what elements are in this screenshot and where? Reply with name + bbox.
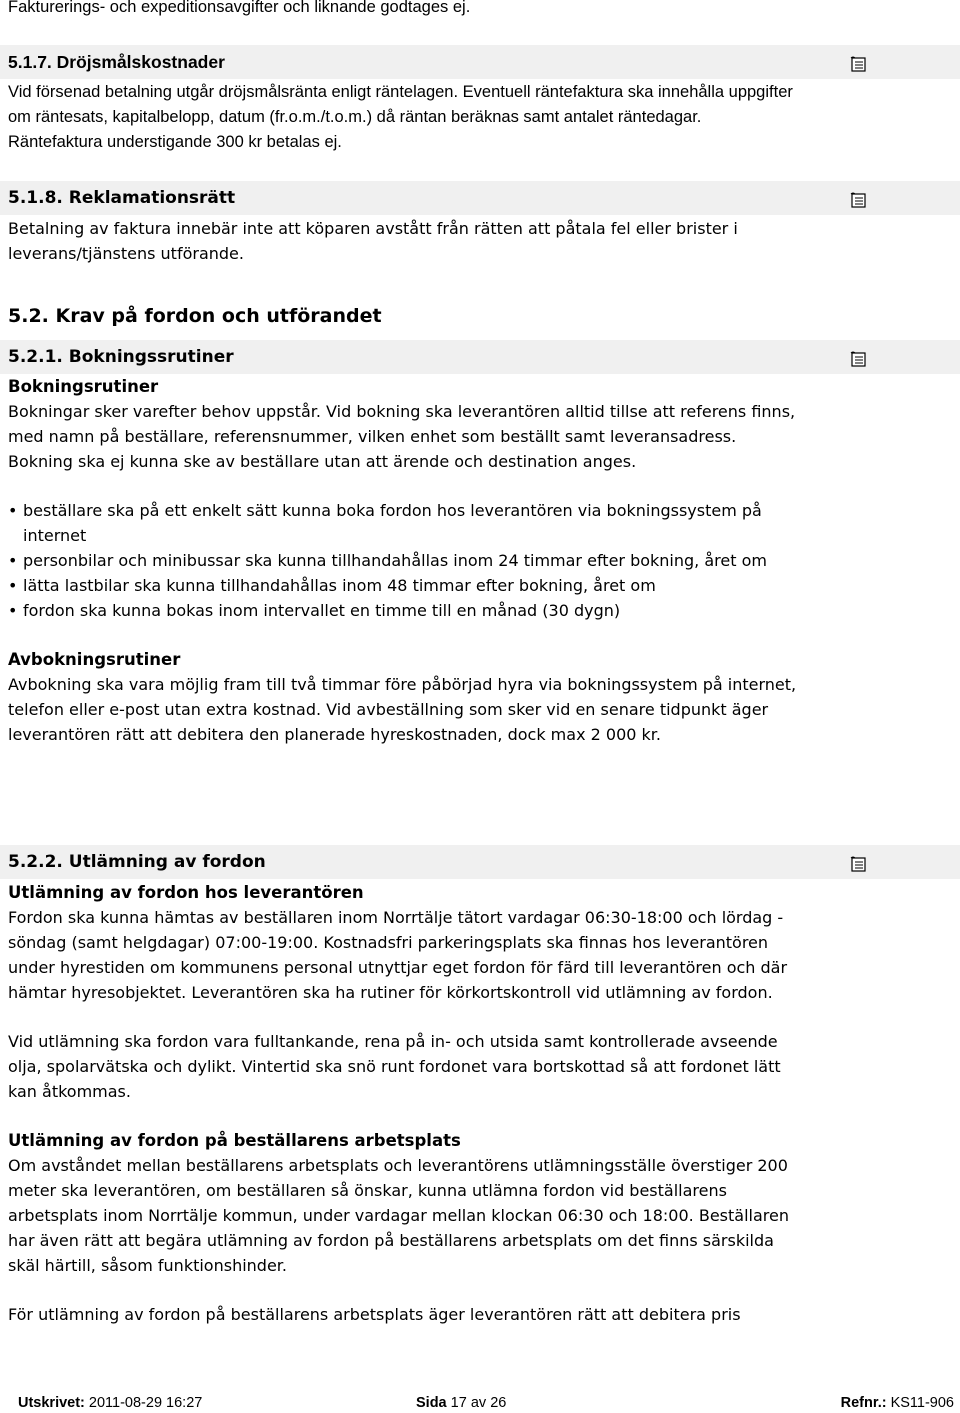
document-scroll-icon[interactable] bbox=[850, 855, 868, 873]
section-header-521 bbox=[0, 340, 960, 374]
document-scroll-icon[interactable] bbox=[850, 55, 868, 73]
section-header-522 bbox=[0, 845, 960, 879]
footer-page-number: Sida 17 av 26 bbox=[416, 1395, 507, 1411]
section-header-517 bbox=[0, 45, 960, 79]
section-body-518: Betalning av faktura innebär inte att köparen avstått från rätten att påtala fel eller brister i leverans/tjänstens utförande. bbox=[8, 219, 738, 263]
section-title-52: 5.2. Krav på fordon och utförandet bbox=[8, 305, 382, 327]
paragraph-avstand: Om avståndet mellan beställarens arbetsplats och leverantörens utlämningsställe överstiger 200 meter ska leverantören, om beställaren så önskar, kunna utlämna fordon vid beställarens arbetsplats inom Norrtälje kommun, under vardagar mellan klockan 06:30 och 18:00. Beställaren har även rätt att begära utlämning av fordon på beställarens arbetsplats om det finns särskilda skäl härtill, såsom funktionshinder. bbox=[8, 1156, 789, 1275]
footer-printed: Utskrivet: 2011-08-29 16:27 bbox=[18, 1395, 203, 1411]
paragraph-bokningar: Bokningar sker varefter behov uppstår. Vid bokning ska leverantören alltid tillse att referens finns, med namn på beställare, referensnummer, vilken enhet som beställt samt leveransadress. Bokning ska ej kunna ske av beställare utan att ärende och destination anges. bbox=[8, 402, 796, 471]
section-title-517: 5.1.7. Dröjsmålskostnader bbox=[8, 52, 225, 72]
section-header-518 bbox=[0, 181, 960, 215]
top-text: Fakturerings- och expeditionsavgifter och liknande godtages ej. bbox=[8, 0, 471, 16]
subheading-utlamning-arbetsplats: Utlämning av fordon på beställarens arbetsplats bbox=[8, 1131, 461, 1150]
document-scroll-icon[interactable] bbox=[850, 350, 868, 368]
section-body-522 bbox=[8, 880, 798, 1327]
paragraph-hamtning: Fordon ska kunna hämtas av beställaren inom Norrtälje tätort vardagar 06:30-18:00 och lördag - söndag (samt helgdagar) 07:00-19:00. Kostnadsfri parkeringsplats ska finnas hos leverantören under hyrestiden om kommunens personal utnyttjar eget fordon för färd till leverantören och där hämtar hyresobjektet. Leverantören ska ha rutiner för körkortskontroll vid utlämning av fordon. bbox=[8, 908, 788, 1002]
section-title-521: 5.2.1. Bokningssrutiner bbox=[8, 347, 234, 367]
paragraph-fulltankad: Vid utlämning ska fordon vara fulltankande, rena på in- och utsida samt kontrollerade avseende olja, spolarvätska och dylikt. Vintertid ska snö runt fordonet vara bortskottad så att fordonet lätt kan åtkommas. bbox=[8, 1032, 781, 1101]
list-item: • personbilar och minibussar ska kunna tillhandahållas inom 24 timmar efter bokning, året om bbox=[8, 548, 798, 573]
subheading-avbokningsrutiner: Avbokningsrutiner bbox=[8, 650, 181, 669]
section-title-522: 5.2.2. Utlämning av fordon bbox=[8, 852, 266, 872]
section-body-517: Vid försenad betalning utgår dröjsmålsränta enligt räntelagen. Eventuell räntefaktura ska innehålla uppgifter om räntesats, kapitalbelopp, datum (fr.o.m./t.o.m.) då räntan beräknas samt antalet räntedagar. Räntefaktura understigande 300 kr betalas ej. bbox=[8, 83, 793, 151]
subheading-utlamning-leverantor: Utlämning av fordon hos leverantören bbox=[8, 883, 364, 902]
document-scroll-icon[interactable] bbox=[850, 191, 868, 209]
list-item: • fordon ska kunna bokas inom intervallet en timme till en månad (30 dygn) bbox=[8, 598, 798, 623]
booking-bullet-list bbox=[8, 498, 798, 623]
footer-reference: Refnr.: KS11-906 bbox=[840, 1395, 954, 1411]
subheading-bokningsrutiner: Bokningsrutiner bbox=[8, 377, 159, 396]
section-body-521 bbox=[8, 374, 798, 747]
list-item: • beställare ska på ett enkelt sätt kunna boka fordon hos leverantören via bokningssystem på internet bbox=[8, 498, 798, 548]
paragraph-avbokning: Avbokning ska vara möjlig fram till två timmar före påbörjad hyra via bokningssystem på internet, telefon eller e-post utan extra kostnad. Vid avbeställning som sker vid en senare tidpunkt äger leverantören rätt att debitera den planerade hyreskostnaden, dock max 2 000 kr. bbox=[8, 675, 797, 744]
section-title-518: 5.1.8. Reklamationsrätt bbox=[8, 188, 236, 208]
list-item: • lätta lastbilar ska kunna tillhandahållas inom 48 timmar efter bokning, året om bbox=[8, 573, 798, 598]
paragraph-debitera: För utlämning av fordon på beställarens arbetsplats äger leverantören rätt att debitera pris bbox=[8, 1305, 741, 1324]
